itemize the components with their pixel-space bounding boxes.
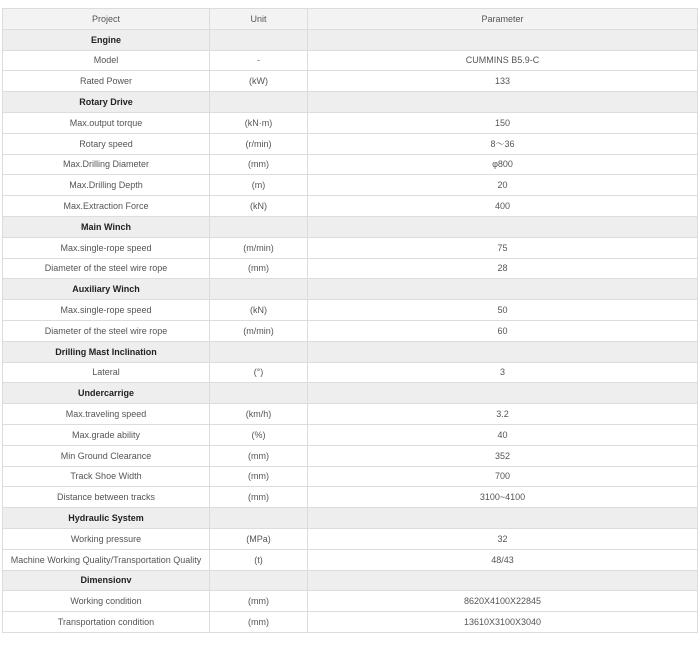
project-cell: Distance between tracks <box>3 487 210 508</box>
section-unit-cell <box>210 216 308 237</box>
parameter-cell: 20 <box>308 175 698 196</box>
parameter-cell: 150 <box>308 112 698 133</box>
section-title: Dimensionv <box>3 570 210 591</box>
parameter-cell: 13610X3100X3040 <box>308 612 698 633</box>
table-row <box>3 466 698 487</box>
table-row <box>3 487 698 508</box>
parameter-cell: 133 <box>308 71 698 92</box>
section-row <box>3 216 698 237</box>
table-row <box>3 445 698 466</box>
table-row <box>3 154 698 175</box>
unit-cell: (mm) <box>210 612 308 633</box>
unit-cell: (mm) <box>210 466 308 487</box>
project-cell: Working pressure <box>3 528 210 549</box>
unit-cell: (mm) <box>210 591 308 612</box>
project-cell: Max.single-rope speed <box>3 237 210 258</box>
unit-cell: (km/h) <box>210 404 308 425</box>
parameter-cell: 60 <box>308 320 698 341</box>
table-row <box>3 320 698 341</box>
section-unit-cell <box>210 383 308 404</box>
header-project: Project <box>3 9 210 30</box>
section-row <box>3 29 698 50</box>
header-row <box>3 9 698 30</box>
spec-table <box>2 8 698 633</box>
table-row <box>3 112 698 133</box>
section-parameter-cell <box>308 341 698 362</box>
table-row <box>3 591 698 612</box>
project-cell: Lateral <box>3 362 210 383</box>
table-row <box>3 50 698 71</box>
project-cell: Track Shoe Width <box>3 466 210 487</box>
unit-cell: (m/min) <box>210 237 308 258</box>
unit-cell: (r/min) <box>210 133 308 154</box>
project-cell: Model <box>3 50 210 71</box>
parameter-cell: 32 <box>308 528 698 549</box>
section-unit-cell <box>210 92 308 113</box>
section-row <box>3 92 698 113</box>
parameter-cell: 700 <box>308 466 698 487</box>
project-cell: Max.grade ability <box>3 424 210 445</box>
section-parameter-cell <box>308 92 698 113</box>
project-cell: Min Ground Clearance <box>3 445 210 466</box>
table-row <box>3 528 698 549</box>
section-row <box>3 279 698 300</box>
unit-cell: (kN·m) <box>210 112 308 133</box>
parameter-cell: 3.2 <box>308 404 698 425</box>
unit-cell: - <box>210 50 308 71</box>
table-row <box>3 196 698 217</box>
section-title: Drilling Mast Inclination <box>3 341 210 362</box>
table-row <box>3 612 698 633</box>
section-row <box>3 341 698 362</box>
unit-cell: (MPa) <box>210 528 308 549</box>
section-title: Rotary Drive <box>3 92 210 113</box>
unit-cell: (mm) <box>210 258 308 279</box>
project-cell: Transportation condition <box>3 612 210 633</box>
section-title: Auxiliary Winch <box>3 279 210 300</box>
project-cell: Max.Drilling Diameter <box>3 154 210 175</box>
parameter-cell: φ800 <box>308 154 698 175</box>
spec-table-container <box>2 8 697 633</box>
section-row <box>3 508 698 529</box>
project-cell: Working condition <box>3 591 210 612</box>
table-row <box>3 133 698 154</box>
section-row <box>3 570 698 591</box>
parameter-cell: 352 <box>308 445 698 466</box>
project-cell: Machine Working Quality/Transportation Quality <box>3 549 210 570</box>
unit-cell: (kN) <box>210 300 308 321</box>
unit-cell: (kN) <box>210 196 308 217</box>
project-cell: Max.Extraction Force <box>3 196 210 217</box>
parameter-cell: 8620X4100X22845 <box>308 591 698 612</box>
project-cell: Max.single-rope speed <box>3 300 210 321</box>
parameter-cell: 8～36 <box>308 133 698 154</box>
parameter-cell: 40 <box>308 424 698 445</box>
table-row <box>3 237 698 258</box>
parameter-cell: 48/43 <box>308 549 698 570</box>
section-unit-cell <box>210 279 308 300</box>
unit-cell: (kW) <box>210 71 308 92</box>
unit-cell: (°) <box>210 362 308 383</box>
section-parameter-cell <box>308 216 698 237</box>
project-cell: Diameter of the steel wire rope <box>3 320 210 341</box>
parameter-cell: 75 <box>308 237 698 258</box>
unit-cell: (%) <box>210 424 308 445</box>
table-row <box>3 71 698 92</box>
unit-cell: (t) <box>210 549 308 570</box>
parameter-cell: 28 <box>308 258 698 279</box>
section-unit-cell <box>210 29 308 50</box>
table-row <box>3 258 698 279</box>
parameter-cell: 50 <box>308 300 698 321</box>
section-unit-cell <box>210 570 308 591</box>
unit-cell: (mm) <box>210 154 308 175</box>
header-unit: Unit <box>210 9 308 30</box>
section-parameter-cell <box>308 279 698 300</box>
section-row <box>3 383 698 404</box>
project-cell: Max.output torque <box>3 112 210 133</box>
section-parameter-cell <box>308 383 698 404</box>
unit-cell: (mm) <box>210 445 308 466</box>
unit-cell: (m/min) <box>210 320 308 341</box>
unit-cell: (m) <box>210 175 308 196</box>
section-unit-cell <box>210 508 308 529</box>
table-row <box>3 362 698 383</box>
table-row <box>3 404 698 425</box>
section-title: Hydraulic System <box>3 508 210 529</box>
project-cell: Rated Power <box>3 71 210 92</box>
section-parameter-cell <box>308 508 698 529</box>
parameter-cell: 3 <box>308 362 698 383</box>
section-parameter-cell <box>308 570 698 591</box>
project-cell: Max.Drilling Depth <box>3 175 210 196</box>
parameter-cell: 3100~4100 <box>308 487 698 508</box>
section-title: Undercarrige <box>3 383 210 404</box>
spec-table-body <box>3 29 698 632</box>
table-row <box>3 175 698 196</box>
section-unit-cell <box>210 341 308 362</box>
project-cell: Rotary speed <box>3 133 210 154</box>
project-cell: Diameter of the steel wire rope <box>3 258 210 279</box>
section-title: Engine <box>3 29 210 50</box>
unit-cell: (mm) <box>210 487 308 508</box>
header-parameter: Parameter <box>308 9 698 30</box>
table-row <box>3 549 698 570</box>
project-cell: Max.traveling speed <box>3 404 210 425</box>
section-parameter-cell <box>308 29 698 50</box>
table-row <box>3 424 698 445</box>
parameter-cell: 400 <box>308 196 698 217</box>
section-title: Main Winch <box>3 216 210 237</box>
table-row <box>3 300 698 321</box>
parameter-cell: CUMMINS B5.9-C <box>308 50 698 71</box>
